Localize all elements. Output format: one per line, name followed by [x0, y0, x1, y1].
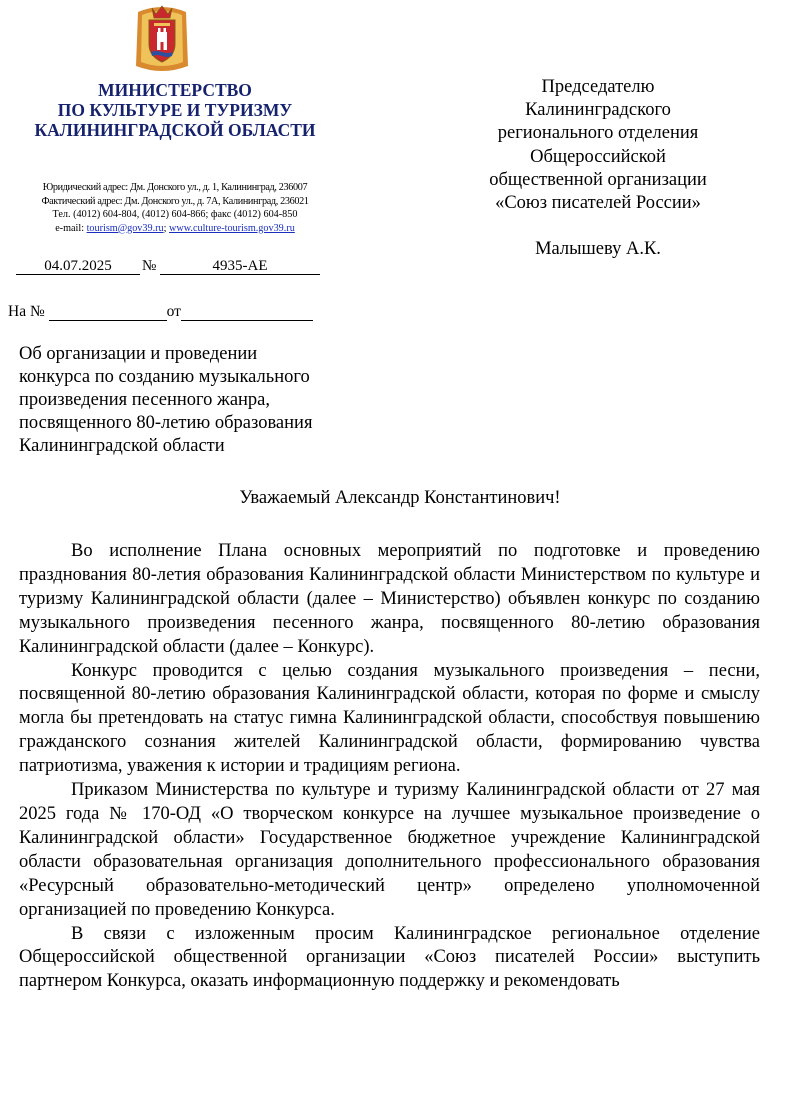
subject-line: конкурса по созданию музыкального — [19, 367, 310, 387]
email-line — [14, 222, 336, 236]
letter-body — [19, 540, 760, 994]
ministry-name — [14, 80, 336, 140]
addressee-line: Калининградского — [525, 100, 671, 121]
addressee-line: общественной организации — [489, 169, 707, 190]
addressee-line: Общероссийской — [530, 146, 666, 167]
reply-number-blank — [49, 304, 167, 321]
subject-line: Калининградской области — [19, 436, 225, 456]
addressee-line: «Союз писателей России» — [495, 193, 701, 214]
ministry-name-line: КАЛИНИНГРАДСКОЙ ОБЛАСТИ — [34, 120, 316, 140]
outgoing-date: 04.07.2025 — [16, 258, 140, 275]
outgoing-registration — [16, 258, 320, 280]
body-paragraph: Приказом Министерства по культуре и туризму Калининградской области от 27 мая 2025 года № 170-ОД «О творческом конкурсе на лучшее музыкальное произведение о Калининградской области» Государственное бюджетное учреждение Калининградской области образовательная организация дополнительного профессионального образования «Ресурсный образовательно-методический центр» определено уполномоченной организацией по проведению Конкурса. — [19, 780, 760, 920]
body-paragraph: Конкурс проводится с целью создания музыкального произведения – песни, посвященной 80-летию образования Калининградской области, которая по форме и смыслу могла бы претендовать на статус гимна Калининградской области, способствуя повышению гражданского сознания жителей Калининградской области, формированию чувства патриотизма, уважения к истории и традициям региона. — [19, 660, 760, 777]
ministry-name-line: ПО КУЛЬТУРЕ И ТУРИЗМУ — [57, 100, 293, 120]
reply-reference — [8, 303, 313, 321]
ministry-name-line: МИНИСТЕРСТВО — [98, 80, 252, 100]
addressee-block — [442, 76, 754, 261]
subject-line: произведения песенного жанра, — [19, 390, 271, 410]
legal-address: Юридический адрес: Дм. Донского ул., д. 1, Калининград, 236007 — [42, 182, 308, 193]
outgoing-number: 4935-АЕ — [160, 258, 320, 275]
reply-prefix: На № — [8, 303, 45, 320]
separator: ; — [163, 222, 167, 234]
letter-subject — [19, 343, 379, 458]
actual-address: Фактический адрес: Дм. Донского ул., д. 7А, Калининград, 236021 — [41, 195, 309, 207]
body-paragraph: Во исполнение Плана основных мероприятий по подготовке и проведению празднования 80-летия образования Калининградской области Министерством по культуре и туризму Калининградской области (далее – Министерство) объявлен конкурс по созданию музыкального произведения песенного жанра, посвященного 80-летию образования Калининградской области (далее – Конкурс). — [19, 541, 760, 657]
subject-line: посвященного 80-летию образования — [19, 413, 313, 433]
body-paragraph: В связи с изложенным просим Калининградское региональное отделение Общероссийской общественной организации «Союз писателей России» выступить партнером Конкурса, оказать информационную поддержку и рекомендовать — [19, 923, 760, 992]
addressee-line: регионального отделения — [497, 123, 699, 144]
website-link[interactable]: www.culture-tourism.gov39.ru — [169, 222, 295, 234]
greeting: Уважаемый Александр Константинович! — [239, 488, 561, 508]
ministry-contacts — [14, 181, 336, 235]
reply-date-blank — [181, 304, 313, 321]
email-link[interactable]: tourism@gov39.ru — [86, 222, 164, 234]
coat-of-arms-icon — [132, 4, 192, 74]
email-label: e-mail: — [55, 222, 85, 234]
addressee-name: Малышеву А.К. — [535, 239, 661, 260]
phone-fax: Тел. (4012) 604-804, (4012) 604-866; факс (4012) 604-850 — [52, 209, 298, 220]
number-sign: № — [142, 258, 157, 274]
subject-line: Об организации и проведении — [19, 344, 258, 364]
reply-from: от — [166, 303, 181, 320]
addressee-line: Председателю — [541, 77, 655, 97]
